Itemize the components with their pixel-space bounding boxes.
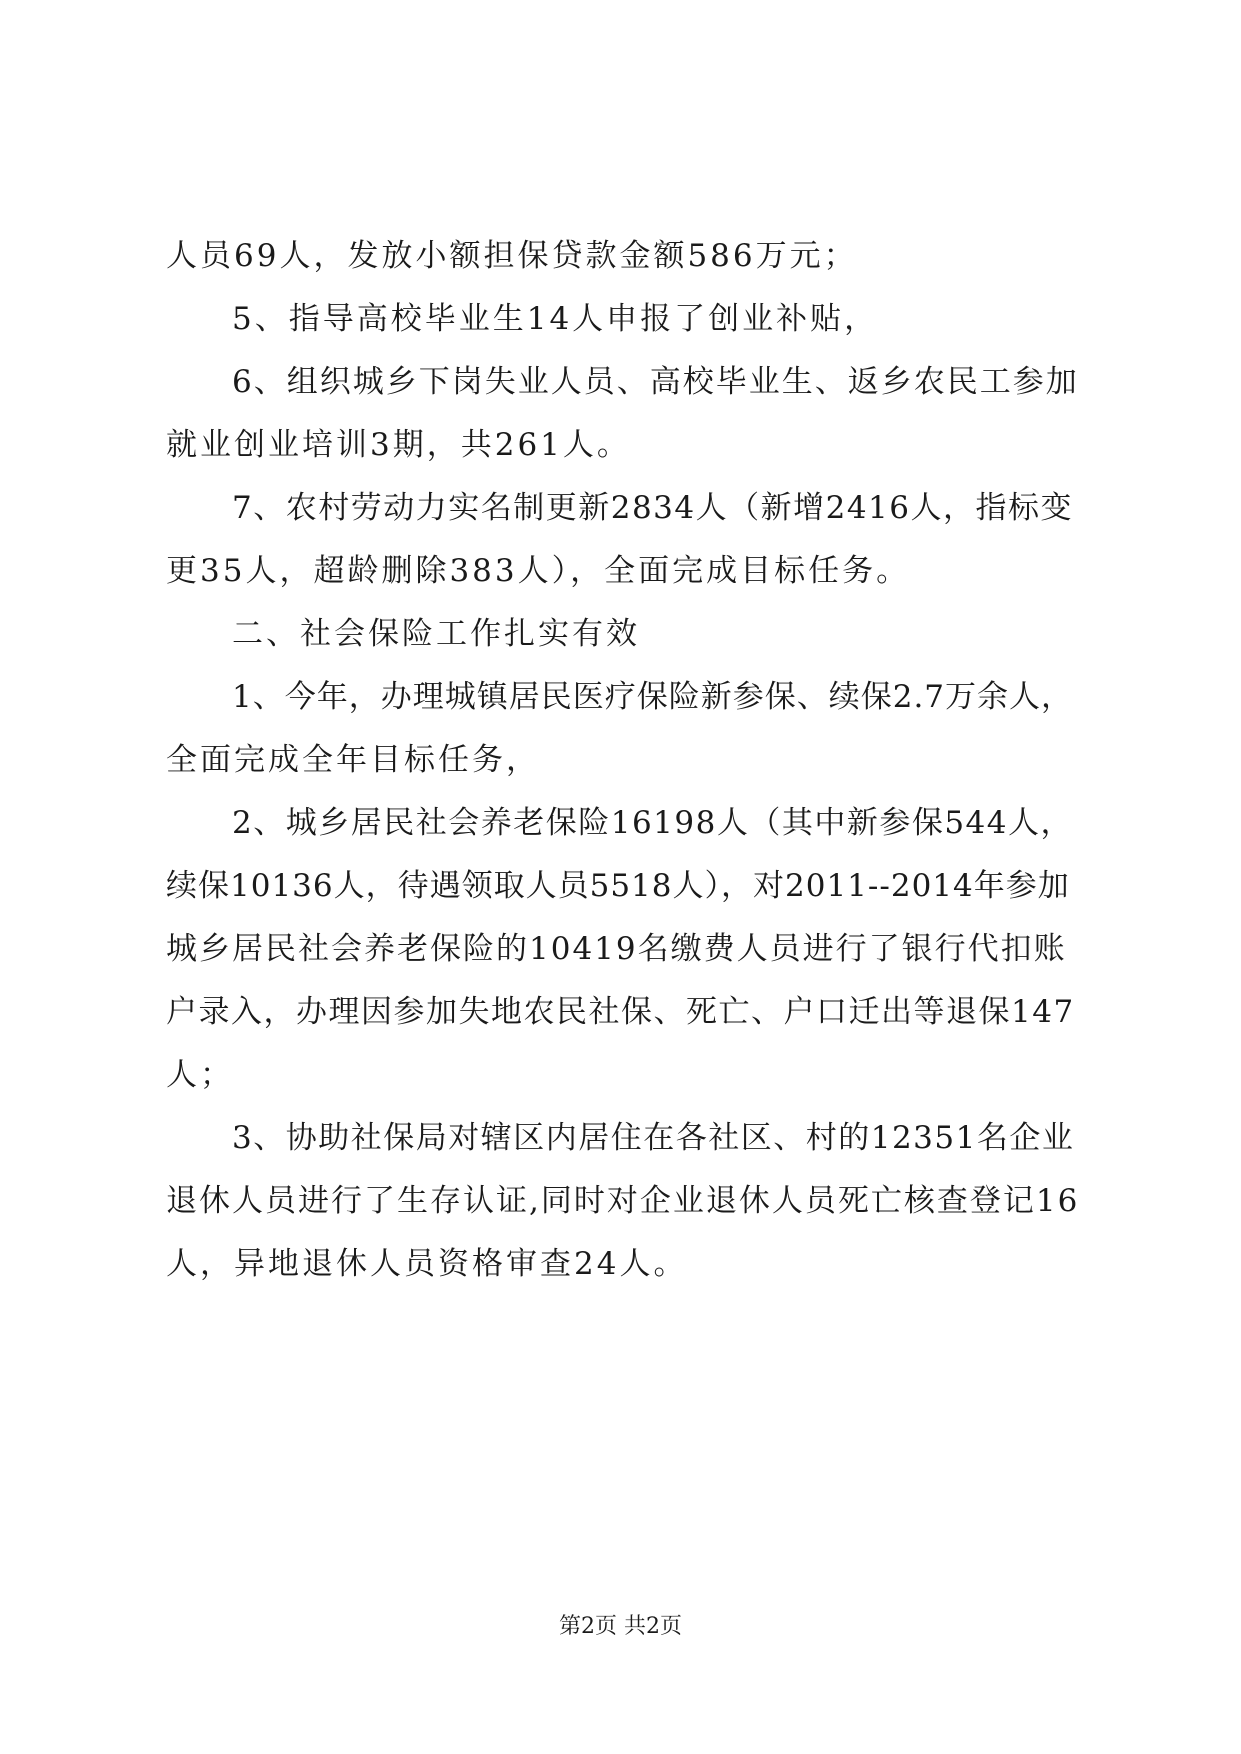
body-text-line: 户录入，办理因参加失地农民社保、死亡、户口迁出等退保147 xyxy=(166,994,1075,1030)
list-item-7: 7、农村劳动力实名制更新2834人（新增2416人，指标变 xyxy=(232,490,1074,526)
list-item-1: 1、今年，办理城镇居民医疗保险新参保、续保2.7万余人， xyxy=(232,679,1074,715)
list-item-2: 2、城乡居民社会养老保险16198人（其中新参保544人， xyxy=(232,805,1074,841)
list-item-6: 6、组织城乡下岗失业人员、高校毕业生、返乡农民工参加 xyxy=(232,364,1079,400)
section-heading: 二、社会保险工作扎实有效 xyxy=(232,616,640,652)
page-number-footer: 第2页 共2页 xyxy=(559,1614,682,1639)
body-text-line: 全面完成全年目标任务， xyxy=(166,742,540,778)
body-text-line: 城乡居民社会养老保险的10419名缴费人员进行了银行代扣账 xyxy=(166,931,1067,967)
body-text-line: 续保10136人，待遇领取人员5518人），对2011--2014年参加 xyxy=(166,868,1070,904)
list-item-3: 3、协助社保局对辖区内居住在各社区、村的12351名企业 xyxy=(232,1120,1075,1156)
body-text-line: 人，异地退休人员资格审查24人。 xyxy=(166,1246,688,1282)
body-text-line: 人； xyxy=(166,1057,234,1093)
body-text-line: 退休人员进行了生存认证,同时对企业退休人员死亡核查登记16 xyxy=(166,1183,1080,1219)
body-text-line: 更35人，超龄删除383人），全面完成目标任务。 xyxy=(166,553,911,589)
list-item-5: 5、指导高校毕业生14人申报了创业补贴， xyxy=(232,301,879,337)
body-text-line: 人员69人，发放小额担保贷款金额586万元； xyxy=(166,238,858,274)
body-text-line: 就业创业培训3期，共261人。 xyxy=(166,427,631,463)
